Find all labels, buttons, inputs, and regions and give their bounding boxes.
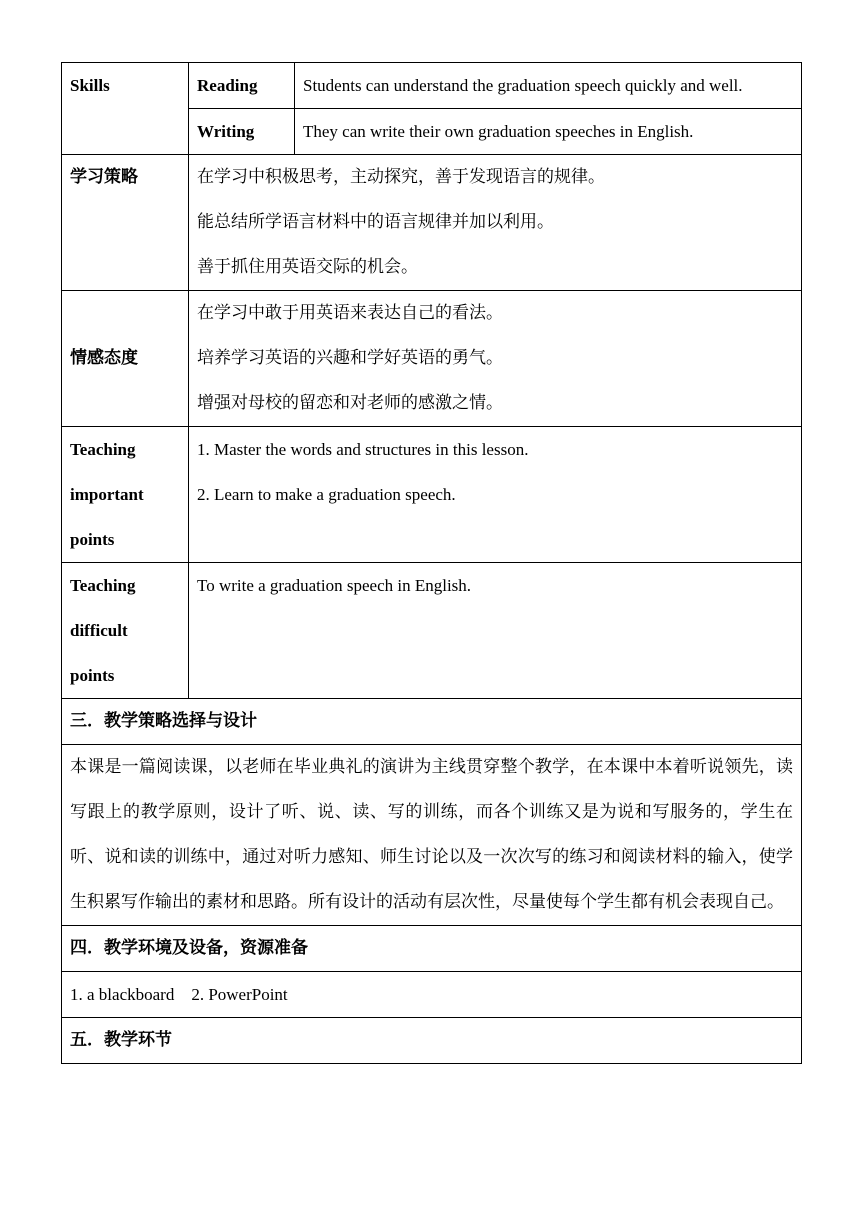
section-4-heading-row	[62, 926, 802, 972]
difficult-point: To write a graduation speech in English.	[197, 576, 472, 595]
section-3-heading-row	[62, 699, 802, 745]
emotion-line: 增强对母校的留恋和对老师的感激之情。	[197, 393, 503, 413]
section-3-content	[62, 745, 802, 926]
section-3-heading: 三．教学策略选择与设计	[62, 699, 802, 745]
strategy-line: 能总结所学语言材料中的语言规律并加以利用。	[197, 212, 554, 232]
skills-reading-row	[62, 63, 802, 109]
emotion-line: 培养学习英语的兴趣和学好英语的勇气。	[197, 348, 503, 368]
important-points-label	[62, 427, 189, 563]
lesson-plan-table	[61, 62, 802, 1064]
writing-objective: They can write their own graduation speeches in English.	[295, 109, 802, 155]
important-point: 2. Learn to make a graduation speech.	[197, 485, 456, 504]
skills-label: Skills	[62, 63, 189, 155]
section-4-heading: 四．教学环境及设备，资源准备	[62, 926, 802, 972]
strategy-content	[189, 155, 802, 291]
emotion-label: 情感态度	[62, 291, 189, 427]
writing-label: Writing	[189, 109, 295, 155]
section-5-heading-row	[62, 1018, 802, 1064]
reading-objective: Students can understand the graduation speech quickly and well.	[295, 63, 802, 109]
difficult-points-row	[62, 563, 802, 699]
section-3-content-row	[62, 745, 802, 926]
difficult-points-label	[62, 563, 189, 699]
label-line: important	[70, 485, 144, 504]
strategy-label: 学习策略	[62, 155, 189, 291]
strategy-line: 在学习中积极思考，主动探究，善于发现语言的规律。	[197, 167, 605, 187]
section-4-content: 1. a blackboard 2. PowerPoint	[62, 972, 802, 1018]
emotion-row	[62, 291, 802, 427]
emotion-content	[189, 291, 802, 427]
important-point: 1. Master the words and structures in this lesson.	[197, 440, 529, 459]
reading-label: Reading	[189, 63, 295, 109]
label-line: Teaching	[70, 440, 136, 459]
label-line: difficult	[70, 621, 128, 640]
important-points-row	[62, 427, 802, 563]
section-4-content-row	[62, 972, 802, 1018]
section-5-heading: 五．教学环节	[62, 1018, 802, 1064]
strategy-line: 善于抓住用英语交际的机会。	[197, 257, 418, 277]
label-line: points	[70, 666, 115, 685]
section-3-paragraph: 本课是一篇阅读课，以老师在毕业典礼的演讲为主线贯穿整个教学，在本课中本着听说领先，读写跟上的教学原则，设计了听、说、读、写的训练，而各个训练又是为说和写服务的，学生在听、说和读的训练中，通过对听力感知、师生讨论以及一次次写的练习和阅读材料的输入，使学生积累写作输出的素材和思路。所有设计的活动有层次性，尽量使每个学生都有机会表现自己。	[70, 757, 793, 912]
difficult-points-content	[189, 563, 802, 699]
label-line: Teaching	[70, 576, 136, 595]
strategy-row	[62, 155, 802, 291]
label-line: points	[70, 530, 115, 549]
important-points-content	[189, 427, 802, 563]
emotion-line: 在学习中敢于用英语来表达自己的看法。	[197, 303, 503, 323]
